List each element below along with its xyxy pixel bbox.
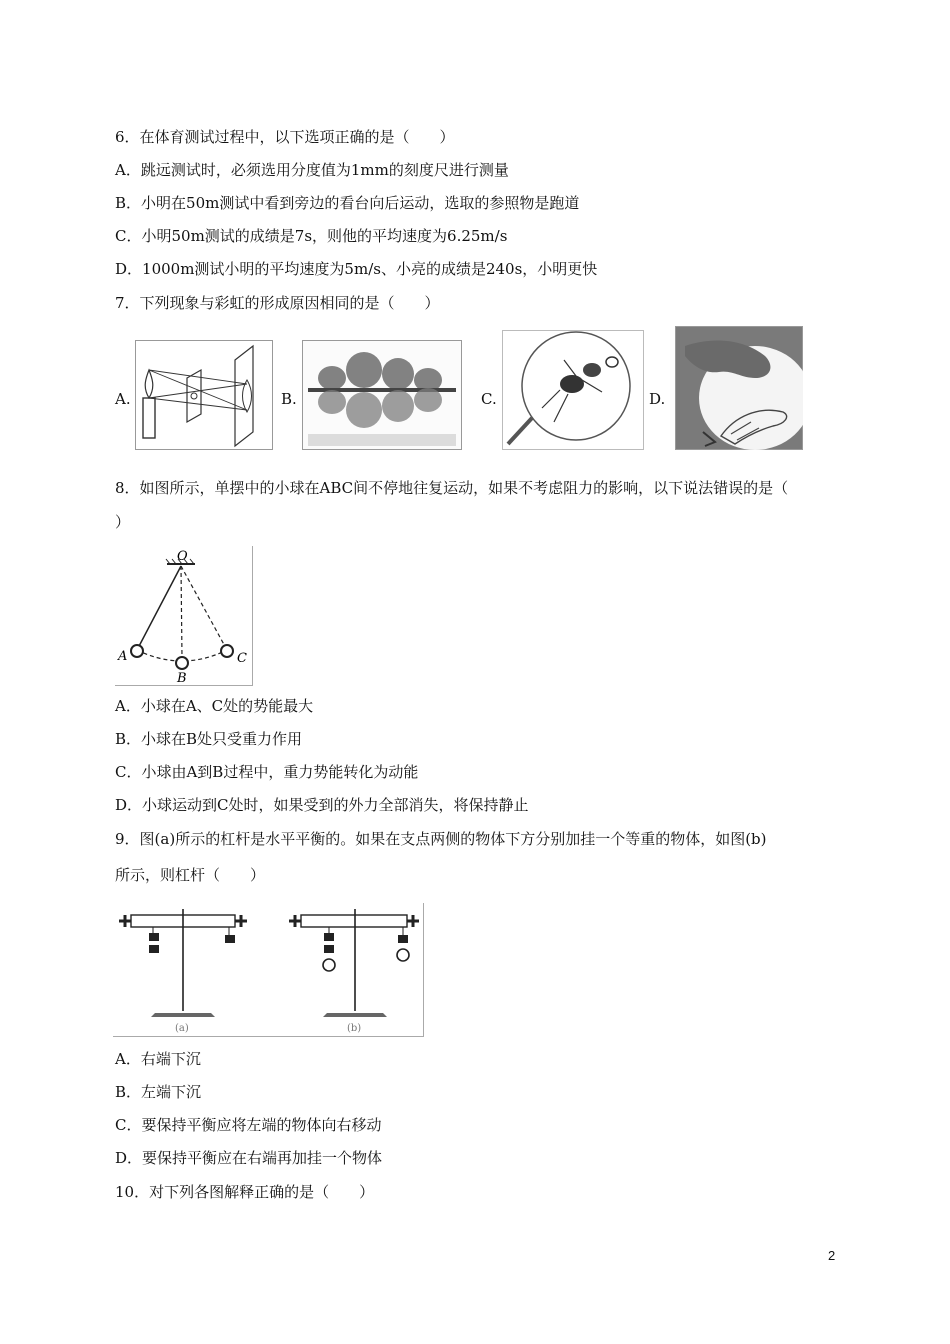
- q8-option-b: B．小球在B处只受重力作用: [115, 730, 303, 748]
- q7-figure-label-a: A.: [115, 390, 131, 408]
- q6-option-a: A．跳远测试时，必须选用分度值为1mm的刻度尺进行测量: [115, 161, 509, 179]
- lever-a: [119, 909, 247, 1034]
- q7-figure-label-d: D.: [649, 390, 666, 408]
- lever-b: [289, 909, 419, 1034]
- pendulum-label-c: C: [237, 651, 247, 666]
- q9-option-b: B．左端下沉: [115, 1083, 202, 1101]
- q10-stem: 10．对下列各图解释正确的是（ ）: [115, 1183, 375, 1201]
- q9-option-d: D．要保持平衡应在右端再加挂一个物体: [115, 1149, 383, 1167]
- q7-figure-c-magnifier-ant: [502, 330, 644, 450]
- q9-stem-line1: 9．图(a)所示的杠杆是水平平衡的。如果在支点两侧的物体下方分别加挂一个等重的物体，如图(b): [115, 830, 767, 848]
- q7-figure-label-b: B.: [281, 390, 297, 408]
- q7-figure-d-hand-shadow: [675, 326, 803, 450]
- q8-stem-line2: ）: [115, 513, 131, 531]
- q6-option-c: C．小明50m测试的成绩是7s，则他的平均速度为6.25m/s: [115, 227, 508, 245]
- page-number: 2: [828, 1248, 836, 1263]
- pendulum-label-a: A: [118, 649, 128, 664]
- q7-figure-label-c: C.: [481, 390, 497, 408]
- q9-stem-line2: 所示，则杠杆（ ）: [115, 866, 266, 884]
- q6-stem: 6．在体育测试过程中，以下选项正确的是（ ）: [115, 128, 455, 146]
- q8-stem-line1: 8．如图所示，单摆中的小球在ABC间不停地往复运动，如果不考虑阻力的影响，以下说法错误的是（: [115, 479, 789, 497]
- q8-option-d: D．小球运动到C处时，如果受到的外力全部消失，将保持静止: [115, 796, 529, 814]
- q7-stem: 7．下列现象与彩虹的形成原因相同的是（ ）: [115, 294, 440, 312]
- pendulum-label-b: B: [177, 671, 187, 686]
- lever-a-caption: (a): [175, 1023, 189, 1034]
- q6-option-b: B．小明在50m测试中看到旁边的看台向后运动，选取的参照物是跑道: [115, 194, 580, 212]
- q6-option-d: D．1000m测试小明的平均速度为5m/s、小亮的成绩是240s，小明更快: [115, 260, 598, 278]
- q9-option-a: A．右端下沉: [115, 1050, 201, 1068]
- pendulum-label-o: O: [177, 549, 188, 564]
- q7-figure-a-candle-lens-screen: [135, 340, 273, 450]
- q8-figure-pendulum: [115, 546, 253, 686]
- lever-b-caption: (b): [347, 1023, 362, 1034]
- q9-option-c: C．要保持平衡应将左端的物体向右移动: [115, 1116, 382, 1134]
- q7-figure-b-reflection-trees: [302, 340, 462, 450]
- q8-option-c: C．小球由A到B过程中，重力势能转化为动能: [115, 763, 419, 781]
- q9-figure-levers: [113, 903, 424, 1037]
- q8-option-a: A．小球在A、C处的势能最大: [115, 697, 314, 715]
